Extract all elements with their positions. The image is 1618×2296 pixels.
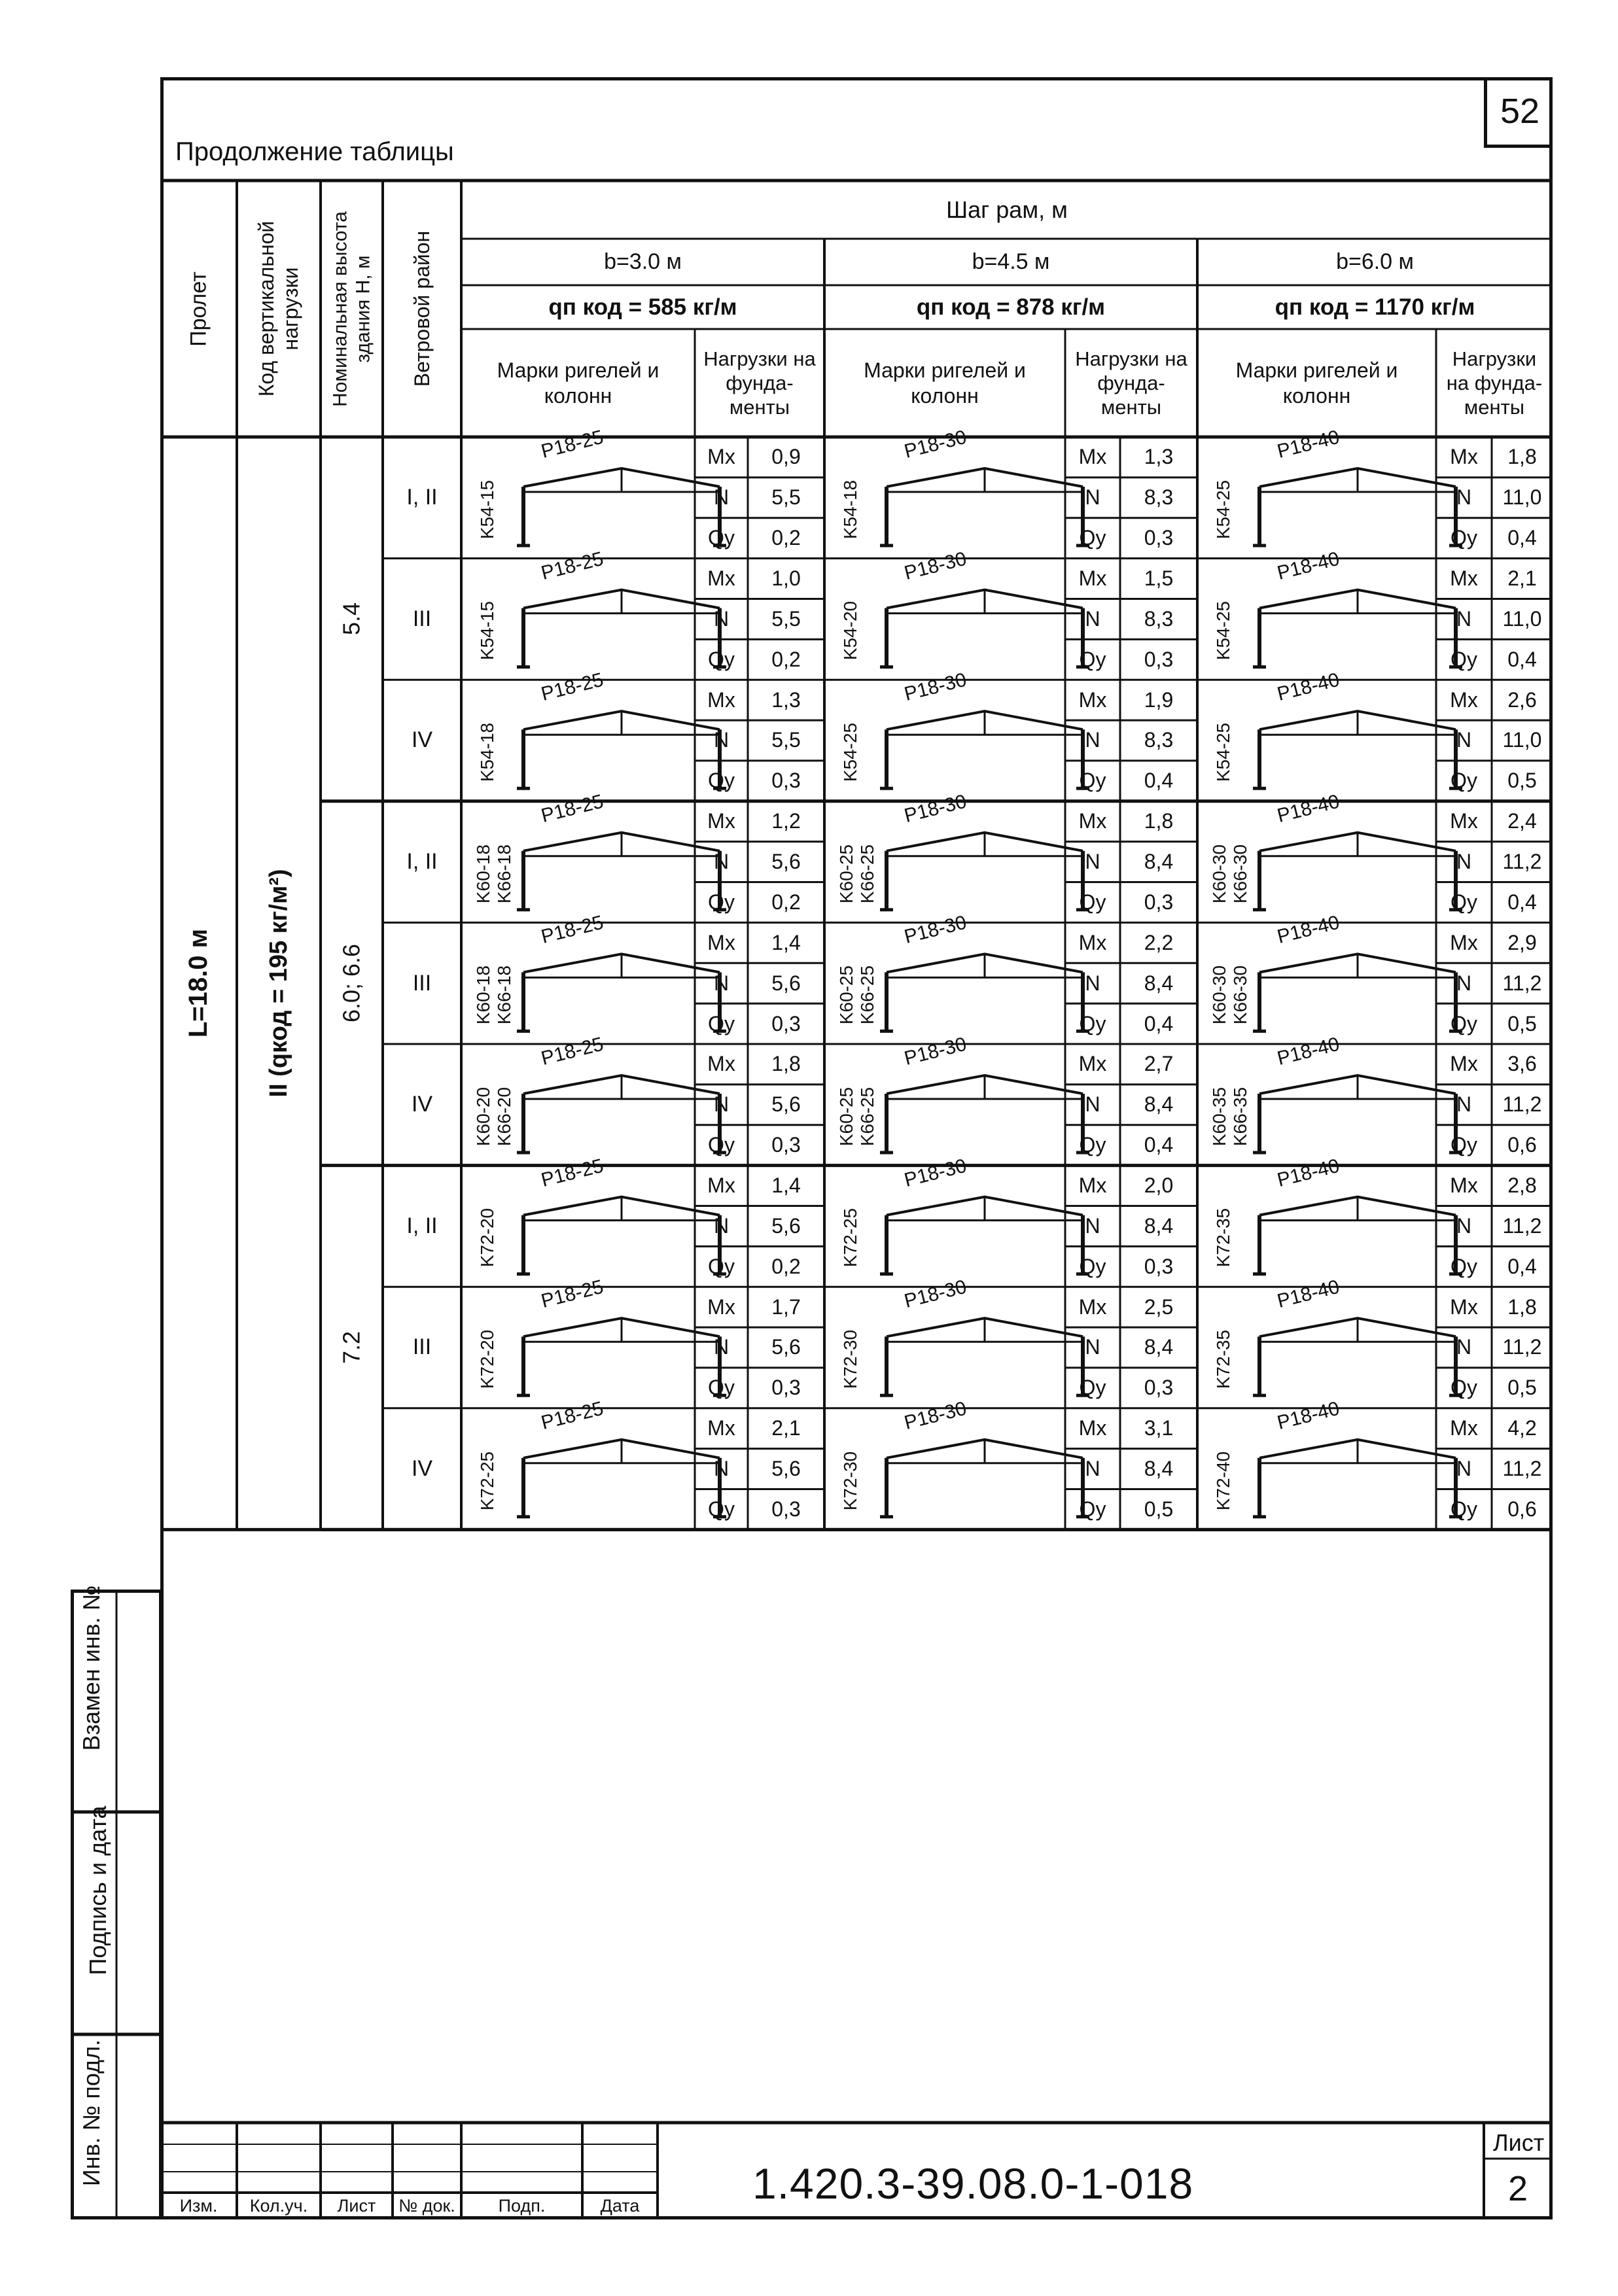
load-value: 0,4 — [1507, 1254, 1537, 1278]
load-value: 1,9 — [1144, 687, 1174, 712]
span-label: L=18.0 м — [184, 929, 213, 1038]
load-key: N — [1085, 1335, 1100, 1359]
load-value: 0,4 — [1144, 1011, 1174, 1035]
header-loads: Нагрузки на фунда-менты — [1075, 347, 1187, 419]
beam-mark: P18-40 — [1275, 426, 1342, 463]
load-value: 1,4 — [771, 1174, 801, 1198]
load-value: 1,3 — [1144, 445, 1174, 469]
load-value: 1,0 — [771, 566, 801, 591]
load-key: Mx — [1078, 445, 1107, 469]
load-value: 0,5 — [1507, 769, 1537, 793]
header-marks: Марки ригелей и колонн — [497, 358, 660, 408]
load-value: 8,4 — [1144, 971, 1174, 995]
load-value: 0,3 — [1144, 890, 1174, 914]
load-key: Mx — [1078, 1174, 1107, 1198]
load-value: 8,4 — [1144, 1213, 1174, 1238]
load-value: 0,3 — [1144, 1376, 1174, 1400]
wind-region: I, II — [406, 1213, 438, 1238]
beam-mark: P18-40 — [1275, 911, 1342, 948]
load-value: 0,9 — [771, 445, 801, 469]
column-mark: K72-40 — [1213, 1451, 1233, 1510]
load-key: N — [1085, 1213, 1100, 1238]
sheet-number: 2 — [1508, 2169, 1528, 2208]
frame-diagram — [1253, 1318, 1462, 1395]
load-key: Qy — [1079, 526, 1106, 550]
load-value: 0,3 — [771, 1497, 801, 1521]
beam-mark: P18-25 — [538, 669, 606, 706]
load-value: 1,8 — [1507, 1295, 1537, 1319]
load-key: Mx — [1078, 1052, 1107, 1076]
load-key: Mx — [707, 1052, 735, 1076]
load-key: Mx — [1450, 1174, 1478, 1198]
load-value: 11,2 — [1502, 1335, 1542, 1359]
load-value: 0,3 — [771, 1011, 801, 1035]
load-value: 11,0 — [1502, 606, 1542, 631]
wind-region: IV — [411, 727, 433, 753]
beam-mark: P18-40 — [1275, 1397, 1342, 1434]
load-key: Qy — [1079, 647, 1106, 671]
header-step-b: b=3.0 м — [604, 249, 682, 274]
load-value: 1,2 — [771, 809, 801, 833]
load-value: 0,3 — [771, 1133, 801, 1157]
column-mark: K60-25 — [836, 844, 856, 903]
load-value: 5,5 — [771, 485, 801, 510]
load-value: 2,9 — [1507, 930, 1537, 954]
column-mark: K60-30 — [1209, 965, 1229, 1025]
stamp-column-label: № док. — [398, 2196, 455, 2216]
load-key: Qy — [1451, 1254, 1477, 1278]
load-key: Qy — [708, 890, 735, 914]
load-value: 1,3 — [771, 687, 801, 712]
load-value: 11,2 — [1502, 1092, 1542, 1117]
column-mark: K60-25 — [836, 1087, 856, 1146]
load-key: N — [713, 850, 730, 874]
load-key: Qy — [708, 526, 735, 550]
load-value: 5,5 — [771, 606, 801, 631]
load-key: N — [1085, 1092, 1100, 1117]
load-key: N — [713, 1335, 730, 1359]
sheet-label: Лист — [1493, 2129, 1545, 2156]
load-key: N — [1456, 1213, 1472, 1238]
column-mark: K54-25 — [840, 722, 860, 782]
load-key: N — [1456, 971, 1472, 995]
load-value: 2,4 — [1507, 809, 1537, 833]
load-key: Mx — [707, 1416, 735, 1440]
column-mark: K54-15 — [477, 601, 497, 661]
load-value: 1,8 — [1507, 445, 1537, 469]
load-value: 1,8 — [1144, 809, 1174, 833]
load-value: 8,3 — [1144, 485, 1174, 510]
load-value: 0,4 — [1507, 526, 1537, 550]
column-mark: K54-25 — [1213, 601, 1233, 661]
load-value: 0,4 — [1507, 647, 1537, 671]
load-value: 8,4 — [1144, 850, 1174, 874]
column-mark: K66-35 — [1230, 1087, 1250, 1146]
column-mark: K66-25 — [857, 844, 877, 903]
load-value: 5,6 — [771, 1335, 801, 1359]
column-mark: K60-20 — [473, 1087, 493, 1146]
column-mark: K72-25 — [840, 1208, 860, 1268]
load-key: N — [1085, 485, 1100, 510]
wind-region: I, II — [406, 485, 438, 510]
load-value: 8,4 — [1144, 1457, 1174, 1481]
beam-mark: P18-30 — [902, 911, 969, 948]
load-value: 0,5 — [1507, 1376, 1537, 1400]
frame-diagram — [1253, 833, 1462, 910]
header-step-b: b=6.0 м — [1336, 249, 1414, 274]
load-value: 11,2 — [1502, 1457, 1542, 1481]
column-mark: K66-18 — [494, 844, 514, 903]
stamp-column-label: Изм. — [179, 2196, 218, 2216]
column-mark: K66-30 — [1230, 965, 1250, 1025]
load-key: N — [1456, 728, 1472, 752]
load-key: Qy — [1079, 1497, 1106, 1521]
load-key: N — [1456, 485, 1472, 510]
column-mark: K66-20 — [494, 1087, 514, 1146]
load-key: Qy — [1451, 1497, 1477, 1521]
load-value: 1,5 — [1144, 566, 1174, 591]
load-key: N — [713, 1213, 730, 1238]
load-key: N — [713, 1092, 730, 1117]
side-label-inventory: Инв. № подл. — [78, 2039, 105, 2187]
load-value: 5,6 — [771, 1092, 801, 1117]
beam-mark: P18-30 — [902, 1276, 969, 1313]
load-key: Mx — [1450, 687, 1478, 712]
header-loads: Нагрузки на фунда-менты — [703, 347, 816, 419]
height-label: 5.4 — [338, 602, 365, 636]
frame-diagram — [880, 1075, 1089, 1153]
load-key: N — [1085, 728, 1100, 752]
load-key: N — [1456, 606, 1472, 631]
load-value: 0,4 — [1144, 769, 1174, 793]
load-key: Qy — [1079, 1254, 1106, 1278]
load-value: 0,4 — [1144, 1133, 1174, 1157]
load-key: Qy — [708, 1376, 735, 1400]
beam-mark: P18-25 — [538, 911, 606, 948]
side-label-replace: Взамен инв. № — [78, 1585, 105, 1751]
column-mark: K54-25 — [1213, 479, 1233, 539]
load-value: 0,3 — [1144, 647, 1174, 671]
load-key: Qy — [708, 647, 735, 671]
frame-diagram — [1253, 711, 1462, 788]
load-key: Qy — [1451, 1133, 1477, 1157]
load-value: 11,2 — [1502, 971, 1542, 995]
load-value: 0,3 — [771, 1376, 801, 1400]
beam-mark: P18-25 — [538, 548, 606, 584]
load-key: Mx — [1450, 930, 1478, 954]
column-mark: K54-25 — [1213, 722, 1233, 782]
column-mark: K60-18 — [473, 965, 493, 1025]
wind-region: I, II — [406, 849, 438, 875]
height-label: 7.2 — [338, 1331, 365, 1365]
load-value: 8,4 — [1144, 1335, 1174, 1359]
load-key: Qy — [1451, 890, 1477, 914]
load-key: Qy — [1451, 526, 1477, 550]
column-mark: K72-30 — [840, 1329, 860, 1389]
stamp-column-label: Подп. — [498, 2196, 546, 2216]
beam-mark: P18-30 — [902, 548, 969, 584]
load-value: 0,5 — [1144, 1497, 1174, 1521]
beam-mark: P18-40 — [1275, 790, 1342, 827]
header-step-b: b=4.5 м — [972, 249, 1050, 274]
column-mark: K54-18 — [477, 722, 497, 782]
load-key: Qy — [1451, 647, 1477, 671]
load-key: N — [1456, 1457, 1472, 1481]
load-key: Mx — [1078, 687, 1107, 712]
column-mark: K54-18 — [840, 479, 860, 539]
wind-region: IV — [411, 1456, 433, 1482]
load-key: Mx — [1078, 566, 1107, 591]
beam-mark: P18-25 — [538, 1155, 606, 1191]
load-key: Mx — [1078, 930, 1107, 954]
load-key: N — [1085, 606, 1100, 631]
frame-diagram — [880, 1197, 1089, 1274]
stamp-column-label: Лист — [337, 2196, 376, 2216]
beam-mark: P18-25 — [538, 1276, 606, 1313]
column-mark: K72-25 — [477, 1451, 497, 1510]
column-mark: K66-30 — [1230, 844, 1250, 903]
load-value: 0,6 — [1507, 1497, 1537, 1521]
column-mark: K72-20 — [477, 1329, 497, 1389]
load-key: Mx — [1450, 1416, 1478, 1440]
column-mark: K72-35 — [1213, 1329, 1233, 1389]
header-q-code: qп код = 878 кг/м — [916, 294, 1106, 320]
load-value: 5,5 — [771, 728, 801, 752]
header-q-code: qп код = 585 кг/м — [548, 294, 737, 320]
beam-mark: P18-30 — [902, 1155, 969, 1191]
frame-diagram — [880, 833, 1089, 910]
beam-mark: P18-25 — [538, 1033, 606, 1070]
column-mark: K60-18 — [473, 844, 493, 903]
page-number: 52 — [1484, 77, 1553, 148]
load-value: 2,8 — [1507, 1174, 1537, 1198]
load-value: 4,2 — [1507, 1416, 1537, 1440]
column-mark: K60-30 — [1209, 844, 1229, 903]
load-value: 1,8 — [771, 1052, 801, 1076]
column-mark: K54-20 — [840, 601, 860, 661]
frame-diagram — [1253, 1440, 1462, 1517]
column-mark: K60-25 — [836, 965, 856, 1025]
load-key: Mx — [1078, 1416, 1107, 1440]
beam-mark: P18-40 — [1275, 1033, 1342, 1070]
load-key: Mx — [1450, 1052, 1478, 1076]
load-code-label: II (qкод = 195 кг/м²) — [265, 869, 293, 1098]
load-key: Mx — [707, 445, 735, 469]
load-value: 0,2 — [771, 647, 801, 671]
beam-mark: P18-40 — [1275, 548, 1342, 584]
load-key: N — [713, 485, 730, 510]
load-value: 0,2 — [771, 1254, 801, 1278]
beam-mark: P18-40 — [1275, 1276, 1342, 1313]
frame-diagram — [880, 468, 1089, 546]
load-value: 8,3 — [1144, 728, 1174, 752]
load-value: 11,2 — [1502, 850, 1542, 874]
beam-mark: P18-30 — [902, 426, 969, 463]
beam-mark: P18-40 — [1275, 669, 1342, 706]
load-value: 2,1 — [1507, 566, 1537, 591]
beam-mark: P18-25 — [538, 1397, 606, 1434]
stamp-column-label: Дата — [600, 2196, 640, 2216]
load-key: Qy — [708, 1133, 735, 1157]
frame-diagram — [880, 1318, 1089, 1395]
beam-mark: P18-25 — [538, 790, 606, 827]
load-key: Mx — [707, 1295, 735, 1319]
load-key: N — [713, 1457, 730, 1481]
load-key: Qy — [1079, 890, 1106, 914]
load-value: 11,2 — [1502, 1213, 1542, 1238]
frame-diagram — [880, 711, 1089, 788]
column-mark: K66-25 — [857, 1087, 877, 1146]
load-value: 2,7 — [1144, 1052, 1174, 1076]
beam-mark: P18-30 — [902, 1397, 969, 1434]
load-value: 5,6 — [771, 850, 801, 874]
load-key: N — [1456, 1335, 1472, 1359]
wind-region: III — [412, 606, 432, 631]
load-value: 5,6 — [771, 1457, 801, 1481]
load-key: N — [1456, 850, 1472, 874]
header-height: Номинальная высота здания Н, м — [329, 211, 374, 407]
header-marks: Марки ригелей и колонн — [1235, 358, 1398, 408]
load-value: 2,0 — [1144, 1174, 1174, 1198]
beam-mark: P18-25 — [538, 426, 606, 463]
load-key: Qy — [708, 1497, 735, 1521]
load-value: 0,3 — [1144, 526, 1174, 550]
load-key: N — [1085, 850, 1100, 874]
load-key: Mx — [707, 1174, 735, 1198]
beam-mark: P18-30 — [902, 669, 969, 706]
load-key: Mx — [1078, 809, 1107, 833]
load-value: 2,5 — [1144, 1295, 1174, 1319]
header-span: Пролет — [185, 271, 211, 347]
load-key: Mx — [1450, 445, 1478, 469]
column-mark: K72-20 — [477, 1208, 497, 1268]
load-value: 8,4 — [1144, 1092, 1174, 1117]
load-value: 5,6 — [771, 971, 801, 995]
load-key: Qy — [1079, 1133, 1106, 1157]
load-key: N — [713, 728, 730, 752]
load-key: Qy — [1079, 1376, 1106, 1400]
frame-diagram — [1253, 1075, 1462, 1153]
beam-mark: P18-30 — [902, 1033, 969, 1070]
load-value: 0,6 — [1507, 1133, 1537, 1157]
column-mark: K72-35 — [1213, 1208, 1233, 1268]
column-mark: K66-18 — [494, 965, 514, 1025]
load-value: 0,4 — [1507, 890, 1537, 914]
load-key: Qy — [1451, 769, 1477, 793]
load-value: 0,3 — [1144, 1254, 1174, 1278]
frame-diagram — [880, 954, 1089, 1031]
frame-diagram — [880, 590, 1089, 667]
column-mark: K66-25 — [857, 965, 877, 1025]
stamp-column-label: Кол.уч. — [249, 2196, 308, 2216]
frame-diagram — [880, 1440, 1089, 1517]
frame-diagram — [1253, 954, 1462, 1031]
load-key: Qy — [708, 1254, 735, 1278]
header-marks: Марки ригелей и колонн — [864, 358, 1026, 408]
load-value: 2,2 — [1144, 930, 1174, 954]
load-key: Mx — [707, 687, 735, 712]
load-value: 8,3 — [1144, 606, 1174, 631]
header-load-code: Код вертикальной нагрузки — [255, 220, 302, 397]
load-value: 0,2 — [771, 526, 801, 550]
column-mark: K54-15 — [477, 479, 497, 539]
frame-diagram — [1253, 590, 1462, 667]
load-key: Qy — [1451, 1011, 1477, 1035]
wind-region: IV — [411, 1092, 433, 1117]
load-value: 2,1 — [771, 1416, 801, 1440]
frame-diagram — [1253, 468, 1462, 546]
load-value: 1,4 — [771, 930, 801, 954]
height-label: 6.0; 6.6 — [338, 944, 365, 1023]
load-key: Qy — [1451, 1376, 1477, 1400]
load-key: N — [713, 606, 730, 631]
document-code: 1.420.3-39.08.0-1-018 — [752, 2159, 1194, 2208]
load-key: Mx — [707, 566, 735, 591]
wind-region: III — [412, 970, 432, 996]
beam-mark: P18-30 — [902, 790, 969, 827]
load-key: Qy — [1079, 1011, 1106, 1035]
load-value: 3,6 — [1507, 1052, 1537, 1076]
beam-mark: P18-40 — [1275, 1155, 1342, 1191]
header-q-code: qп код = 1170 кг/м — [1275, 294, 1475, 320]
load-key: N — [1085, 971, 1100, 995]
header-step-title: Шаг рам, м — [946, 196, 1068, 223]
load-key: Qy — [708, 1011, 735, 1035]
load-key: Qy — [1079, 769, 1106, 793]
load-value: 3,1 — [1144, 1416, 1174, 1440]
load-key: N — [713, 971, 730, 995]
load-key: Mx — [1450, 809, 1478, 833]
load-value: 5,6 — [771, 1213, 801, 1238]
load-key: Mx — [1450, 1295, 1478, 1319]
column-mark: K72-30 — [840, 1451, 860, 1510]
wind-region: III — [412, 1334, 432, 1360]
load-value: 2,6 — [1507, 687, 1537, 712]
load-value: 11,0 — [1502, 485, 1542, 510]
side-label-signature: Подпись и дата — [84, 1805, 111, 1975]
table-caption: Продолжение таблицы — [175, 137, 454, 166]
load-key: N — [1085, 1457, 1100, 1481]
load-value: 0,3 — [771, 769, 801, 793]
load-key: Mx — [1450, 566, 1478, 591]
load-value: 0,2 — [771, 890, 801, 914]
load-key: Mx — [707, 930, 735, 954]
column-mark: K60-35 — [1209, 1087, 1229, 1146]
load-key: Mx — [707, 809, 735, 833]
frame-diagram — [1253, 1197, 1462, 1274]
header-loads: Нагрузки на фунда-менты — [1446, 347, 1543, 419]
load-key: Mx — [1078, 1295, 1107, 1319]
load-key: Qy — [708, 769, 735, 793]
load-value: 0,5 — [1507, 1011, 1537, 1035]
load-key: N — [1456, 1092, 1472, 1117]
load-value: 11,0 — [1502, 728, 1542, 752]
load-value: 1,7 — [771, 1295, 801, 1319]
header-wind: Ветровой район — [410, 230, 434, 387]
